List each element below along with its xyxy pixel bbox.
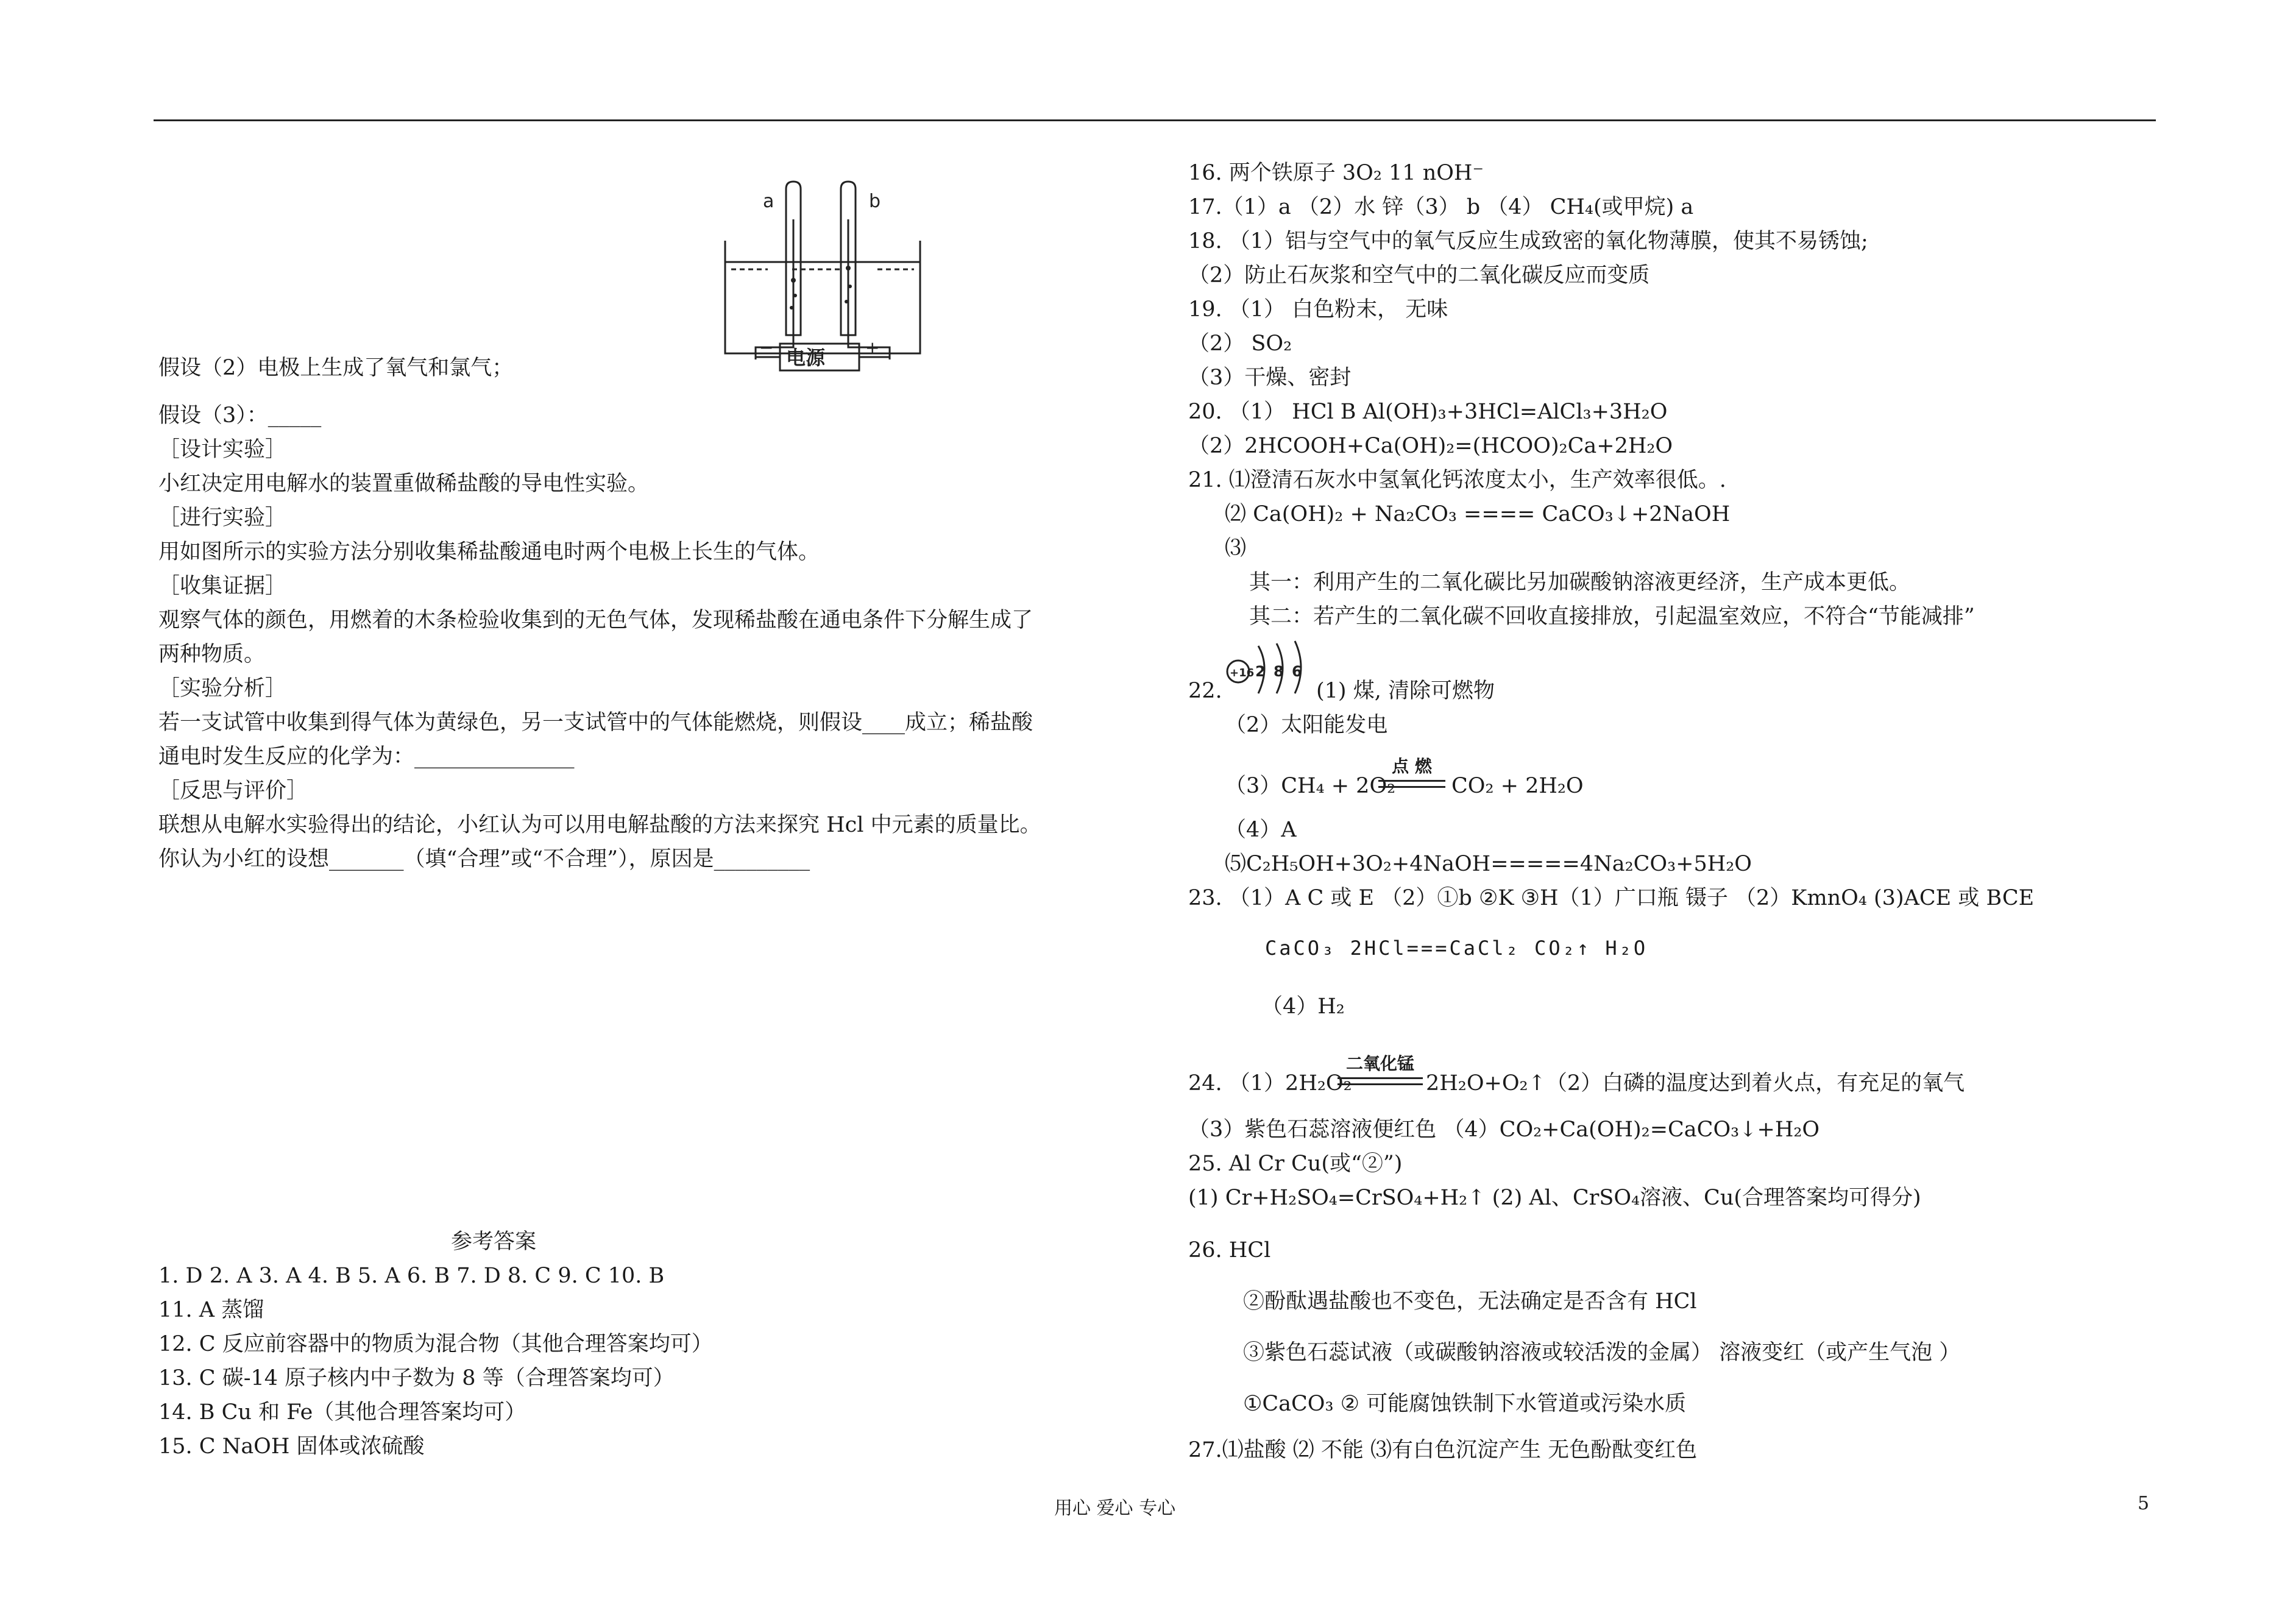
condition-catalyst: 二氧化锰: [1345, 1054, 1414, 1074]
reflection-text-1: 联想从电解水实验得出的结论，小红认为可以用电解盐酸的方法来探究 Hcl 中元素的质量比。: [158, 813, 1041, 837]
answer-22-2: （2）太阳能发电: [1225, 713, 1388, 737]
answer-14: 14. B Cu 和 Fe（其他合理答案均可）: [158, 1400, 526, 1425]
section-conduct: ［进行实验］: [158, 506, 287, 530]
answer-24-2: （3）紫色石蕊溶液便红色 （4）CO₂+Ca(OH)₂=CaCO₃↓+H₂O: [1188, 1117, 1820, 1142]
evidence-text-1: 观察气体的颜色，用燃着的木条检验收集到的无色气体，发现稀盐酸在通电条件下分解生成了: [158, 608, 1033, 632]
page-number: 5: [2138, 1493, 2150, 1514]
answer-23-equation: CaCO₃ 2HCl===CaCl₂ CO₂↑ H₂O: [1265, 937, 1648, 960]
section-reflection: ［反思与评价］: [158, 779, 308, 803]
equation-bar-4: [1338, 1083, 1423, 1085]
answer-21-1: 21. ⑴澄清石灰水中氢氧化钙浓度太小，生产效率很低。.: [1188, 468, 1726, 492]
answer-22-3-right: CO₂ + 2H₂O: [1451, 774, 1584, 798]
answer-18-1: 18. （1）铝与空气中的氧气反应生成致密的氧化物薄膜，使其不易锈蚀;: [1188, 229, 1868, 253]
answer-20-1: 20. （1） HCl B Al(OH)₃+3HCl=AlCl₃+3H₂O: [1188, 400, 1668, 424]
power-supply: [719, 341, 926, 378]
atom-structure-diagram: [1225, 640, 1322, 695]
electrolysis-diagram: [719, 177, 926, 359]
answer-13: 13. C 碳-14 原子核内中子数为 8 等（合理答案均可）: [158, 1366, 675, 1390]
atom-shell-2: 8: [1274, 663, 1284, 680]
analysis-text-2: 通电时发生反应的化学为：_______________: [158, 745, 575, 769]
atom-shell-3: 6: [1292, 663, 1302, 680]
minus-sign: −: [759, 341, 774, 358]
answer-21-4: 其一：利用产生的二氧化碳比另加碳酸钠溶液更经济，生产成本更低。: [1249, 570, 1911, 595]
design-text: 小红决定用电解水的装置重做稀盐酸的导电性实验。: [158, 472, 650, 496]
answer-27: 27.⑴盐酸 ⑵ 不能 ⑶有白色沉淀产生 无色酚酞变红色: [1188, 1438, 1698, 1462]
analysis-text-1: 若一支试管中收集到得气体为黄绿色，另一支试管中的气体能燃烧，则假设____成立；稀盐酸: [158, 710, 1033, 735]
tube-label-b: b: [869, 191, 881, 212]
answer-16: 16. 两个铁原子 3O₂ 11 nOH⁻: [1188, 161, 1484, 185]
answer-22-5: ⑸C₂H₅OH+3O₂+4NaOH=====4Na₂CO₃+5H₂O: [1225, 852, 1752, 876]
tube-label-a: a: [763, 191, 774, 212]
power-label: 电源: [786, 346, 826, 369]
answer-22-4: （4）A: [1225, 818, 1297, 842]
header-rule: [154, 119, 2156, 121]
answer-18-2: （2）防止石灰浆和空气中的二氧化碳反应而变质: [1188, 263, 1650, 288]
answer-19-1: 19. （1） 白色粉末， 无味: [1188, 297, 1448, 322]
section-analysis: ［实验分析］: [158, 676, 287, 701]
answer-21-5: 其二：若产生的二氧化碳不回收直接排放，引起温室效应，不符合“节能减排”: [1249, 604, 1975, 629]
answers-1-10: 1. D 2. A 3. A 4. B 5. A 6. B 7. D 8. C 9. C 10. B: [158, 1264, 665, 1288]
section-design: ［设计实验］: [158, 437, 287, 462]
answer-24-1-left: 24. （1）2H₂O₂: [1188, 1071, 1352, 1096]
equation-bar: [1378, 780, 1445, 782]
answer-20-2: （2）2HCOOH+Ca(OH)₂=(HCOO)₂Ca+2H₂O: [1188, 434, 1673, 458]
plus-sign: +: [865, 341, 880, 358]
answer-26-1: 26. HCl: [1188, 1238, 1271, 1263]
answer-21-2: ⑵ Ca(OH)₂ + Na₂CO₃ ==== CaCO₃↓+2NaOH: [1225, 502, 1731, 526]
answer-23-1: 23. （1）A C 或 E （2）①b ②K ③H（1）广口瓶 镊子 （2）KmnO₄ (3)ACE 或 BCE: [1188, 886, 2035, 910]
answer-19-3: （3）干燥、密封: [1188, 366, 1352, 390]
answers-title: 参考答案: [451, 1230, 537, 1254]
atom-shell-1: 2: [1255, 663, 1266, 680]
reflection-text-2: 你认为小红的设想_______（填“合理”或“不合理”），原因是_________: [158, 847, 810, 871]
atom-nucleus-label: +16: [1230, 667, 1255, 679]
evidence-text-2: 两种物质。: [158, 642, 266, 667]
footer-text: 用心 爱心 专心: [1054, 1498, 1176, 1519]
condition-ignite: 点 燃: [1392, 756, 1432, 776]
hypothesis-2: 假设（2）电极上生成了氧气和氯气；: [158, 356, 514, 380]
equation-bar-2: [1378, 786, 1445, 788]
equation-bar-3: [1338, 1077, 1423, 1079]
answer-26-3: ③紫色石蕊试液（或碳酸钠溶液或较活泼的金属） 溶液变红（或产生气泡 ）: [1243, 1340, 1961, 1365]
answer-26-2: ②酚酞遇盐酸也不变色，无法确定是否含有 HCl: [1243, 1289, 1697, 1314]
answer-22-1: (1) 煤, 清除可燃物: [1316, 679, 1495, 703]
answer-26-4: ①CaCO₃ ② 可能腐蚀铁制下水管道或污染水质: [1243, 1392, 1687, 1416]
answer-22-3-left: （3）CH₄ + 2O₂: [1225, 774, 1396, 798]
answer-15: 15. C NaOH 固体或浓硫酸: [158, 1434, 425, 1459]
hypothesis-3: 假设（3）：_____: [158, 403, 322, 428]
answer-25-1: 25. Al Cr Cu(或“②”): [1188, 1152, 1403, 1176]
answer-22-num: 22.: [1188, 679, 1222, 703]
section-evidence: ［收集证据］: [158, 574, 287, 598]
answer-12: 12. C 反应前容器中的物质为混合物（其他合理答案均可）: [158, 1332, 713, 1356]
answer-25-2: (1) Cr+H₂SO₄=CrSO₄+H₂↑ (2) Al、CrSO₄溶液、Cu(合理答案均可得分): [1188, 1186, 1921, 1210]
answer-24-1-right: 2H₂O+O₂↑（2）白磷的温度达到着火点，有充足的氧气: [1426, 1071, 1965, 1096]
answer-23-4: （4）H₂: [1261, 994, 1345, 1019]
answer-11: 11. A 蒸馏: [158, 1298, 264, 1322]
answer-21-3: ⑶: [1225, 536, 1247, 561]
answer-17: 17.（1）a （2）水 锌（3） b （4） CH₄(或甲烷) a: [1188, 195, 1694, 219]
conduct-text: 用如图所示的实验方法分别收集稀盐酸通电时两个电极上长生的气体。: [158, 540, 820, 564]
answer-19-2: （2） SO₂: [1188, 331, 1292, 356]
